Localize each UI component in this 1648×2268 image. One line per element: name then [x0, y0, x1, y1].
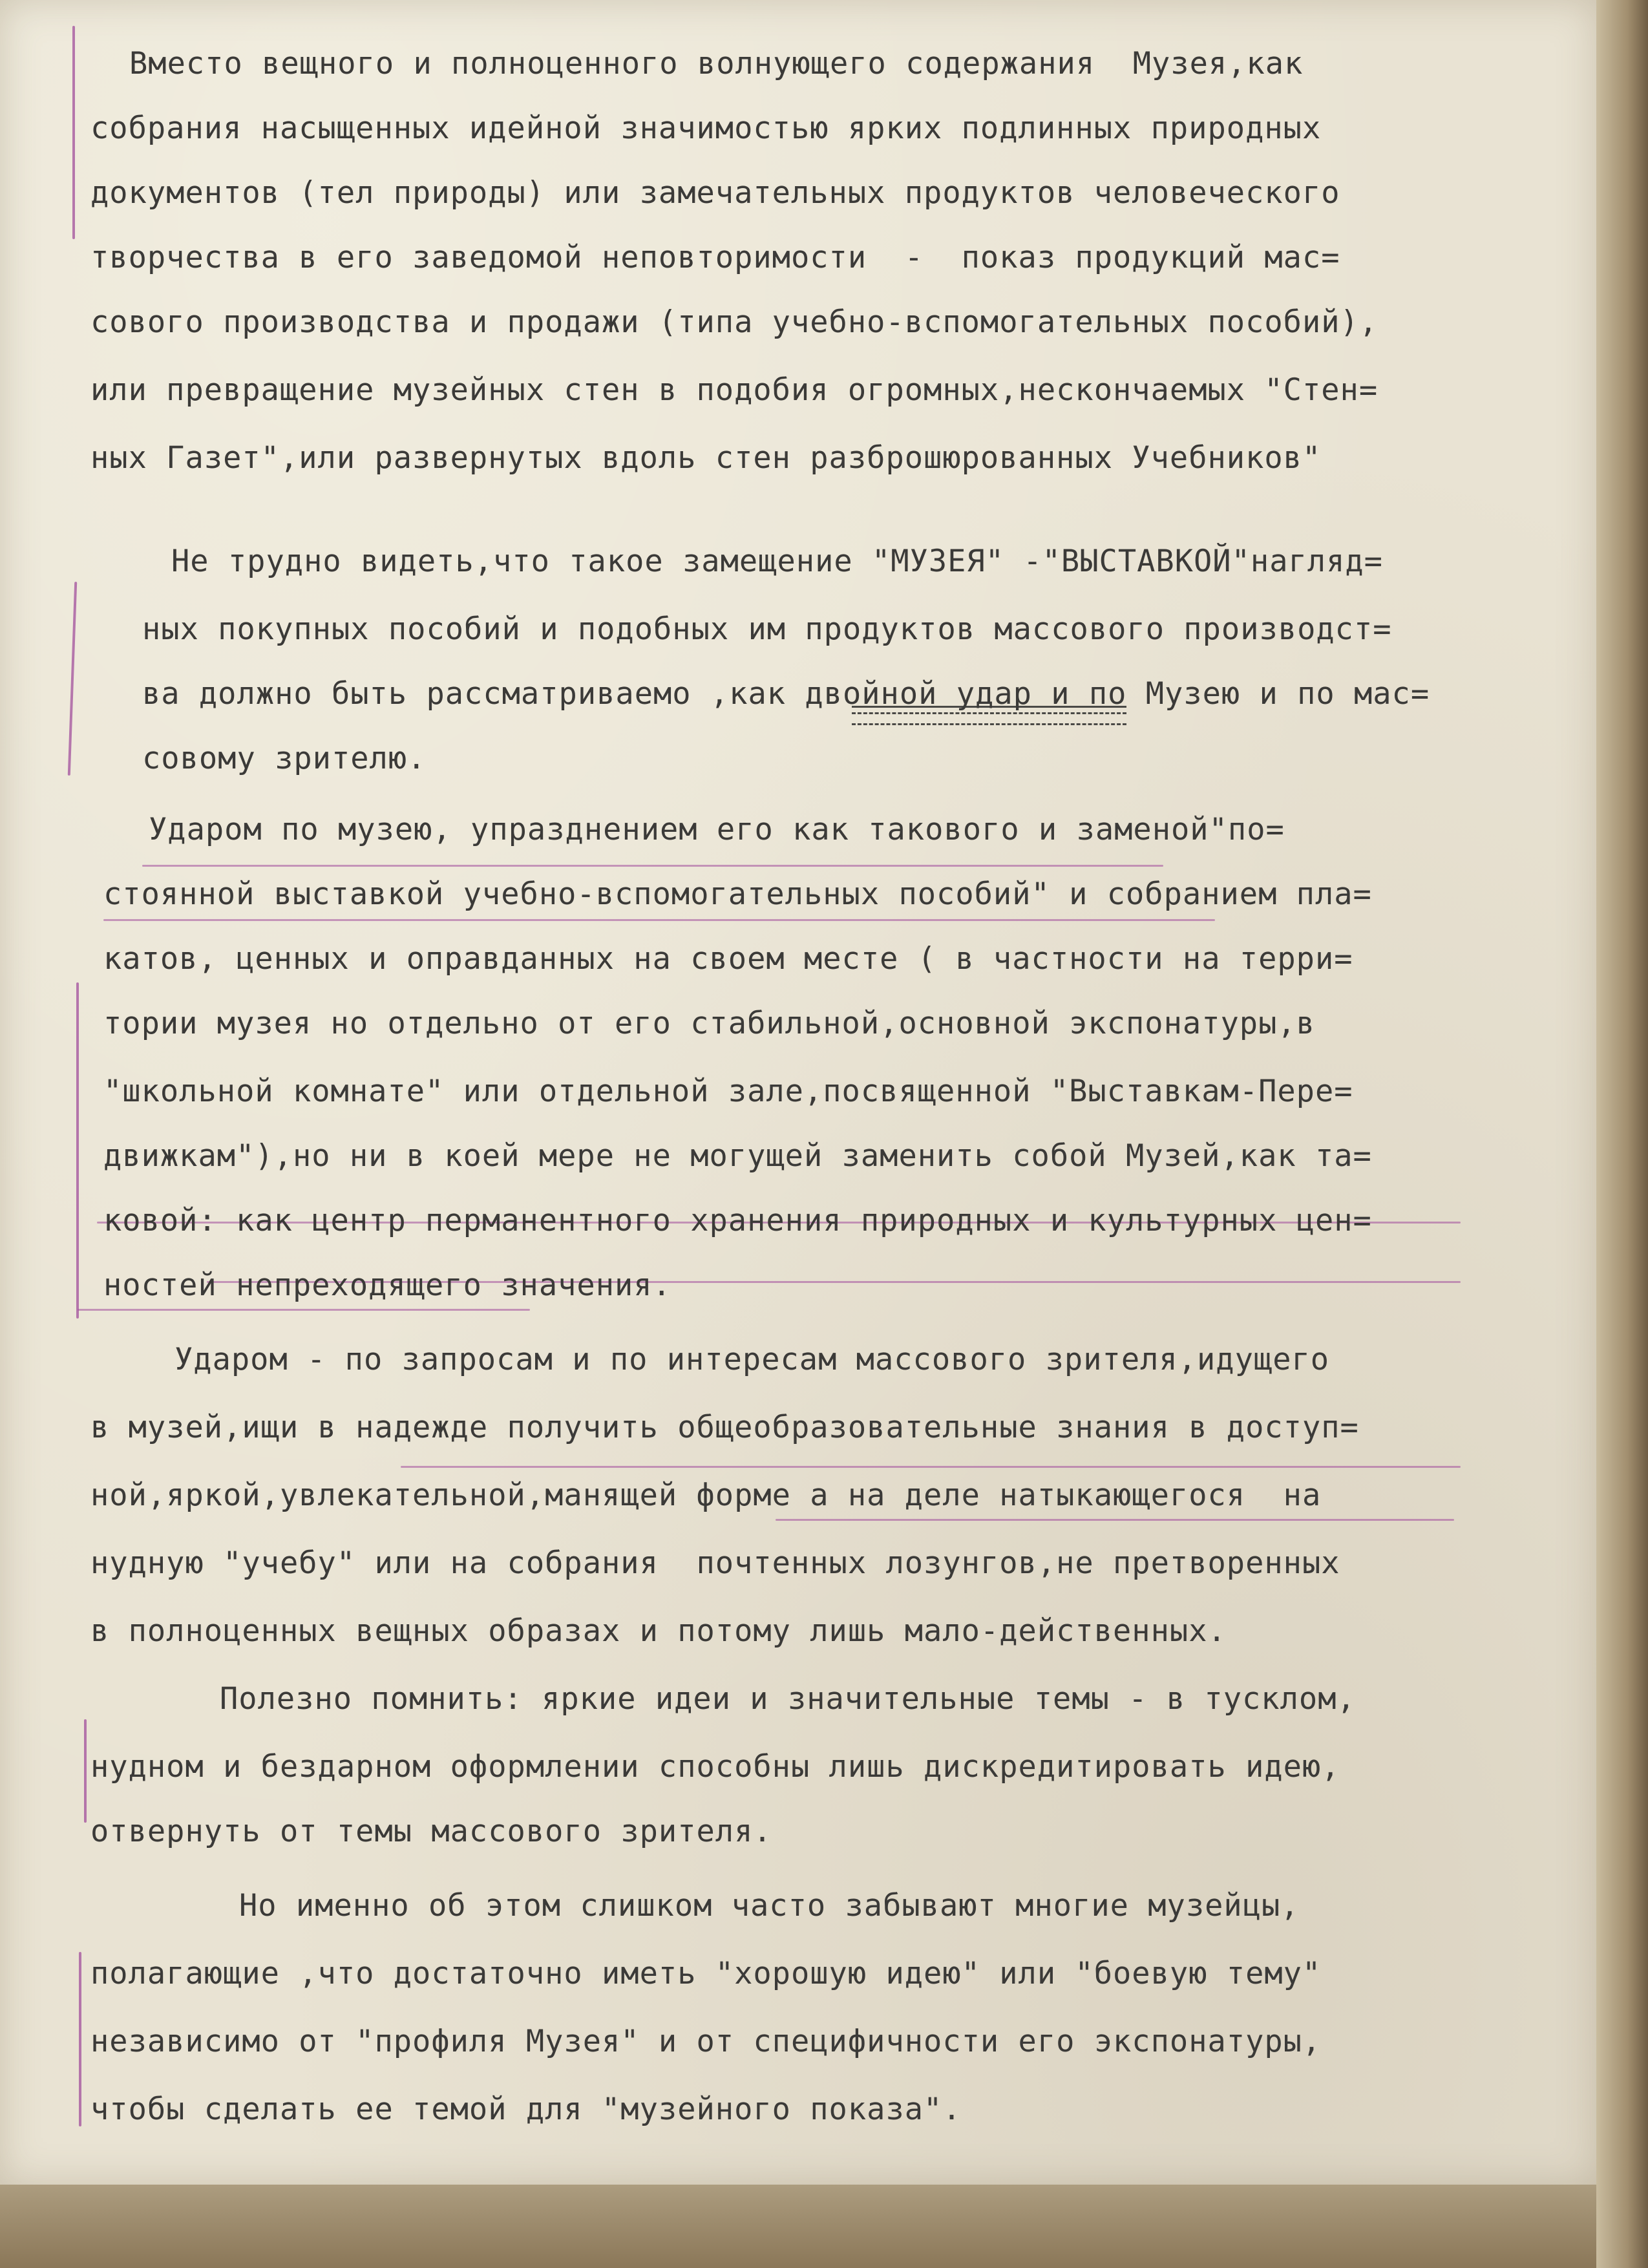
text-line: ностей непреходящего значения. — [103, 1267, 671, 1303]
text-line: стоянной выставкой учебно-вспомогательных пособий" и собранием пла= — [103, 876, 1372, 912]
text-line: катов, ценных и оправданных на своем месте ( в частности на терри= — [103, 941, 1353, 977]
text-line: собрания насыщенных идейной значимостью ярких подлинных природных — [90, 111, 1322, 146]
text-line: сового производства и продажи (типа учебно-вспомогательных пособий), — [90, 304, 1379, 340]
folder-right-edge — [1596, 0, 1648, 2268]
text-line: Полезно помнить: яркие идеи и значительные темы - в тусклом, — [220, 1681, 1356, 1717]
text-line: ной,яркой,увлекательной,манящей форме а на деле натыкающегося на — [90, 1478, 1322, 1513]
text-line: ных покупных пособий и подобных им продуктов массового производст= — [142, 611, 1392, 647]
text-line: Вместо вещного и полноценного волнующего содержания Музея,как — [129, 46, 1304, 81]
text-line: в полноценных вещных образах и потому лишь мало-действенных. — [90, 1613, 1227, 1649]
text-line: совому зрителю. — [142, 741, 427, 776]
text-line: творчества в его заведомой неповторимости - показ продукций мас= — [90, 240, 1340, 275]
text-line: ковой: как центр перманентного хранения природных и культурных цен= — [103, 1203, 1372, 1238]
text-line: нудную "учебу" или на собрания почтенных лозунгов,не претворенных — [90, 1545, 1340, 1581]
text-line: движкам"),но ни в коей мере не могущей заменить собой Музей,как та= — [103, 1138, 1372, 1174]
text-line: Но именно об этом слишком часто забывают многие музейцы, — [239, 1888, 1300, 1924]
text-line: ных Газет",или развернутых вдоль стен разброшюрованных Учебников" — [90, 440, 1322, 476]
text-line: нудном и бездарном оформлении способны лишь дискредитировать идею, — [90, 1749, 1340, 1785]
text-line: в музей,ищи в надежде получить общеобразовательные знания в доступ= — [90, 1410, 1359, 1445]
text-line: Не трудно видеть,что такое замещение "МУЗЕЯ" -"ВЫСТАВКОЙ"нагляд= — [171, 544, 1383, 579]
text-line: отвернуть от темы массового зрителя. — [90, 1814, 772, 1849]
text-line: или превращение музейных стен в подобия огромных,нескончаемых "Стен= — [90, 372, 1379, 408]
text-line: Ударом - по запросам и по интересам массового зрителя,идущего — [174, 1342, 1330, 1377]
text-line: ва должно быть рассматриваемо ,как двойной удар и по Музею и по мас= — [142, 676, 1430, 712]
text-line: документов (тел природы) или замечательных продуктов человеческого — [90, 175, 1340, 211]
text-line: "школьной комнате" или отдельной зале,посвященной "Выставкам-Пере= — [103, 1074, 1353, 1109]
text-line: тории музея но отдельно от его стабильной,основной экспонатуры,в — [103, 1006, 1315, 1041]
text-line: Ударом по музею, упразднением его как такового и заменой"по= — [149, 812, 1285, 847]
text-line: полагающие ,что достаточно иметь "хорошую идею" или "боевую тему" — [90, 1956, 1322, 1991]
text-line: чтобы сделать ее темой для "музейного показа". — [90, 2092, 962, 2127]
text-line: независимо от "профиля Музея" и от специфичности его экспонатуры, — [90, 2024, 1322, 2059]
